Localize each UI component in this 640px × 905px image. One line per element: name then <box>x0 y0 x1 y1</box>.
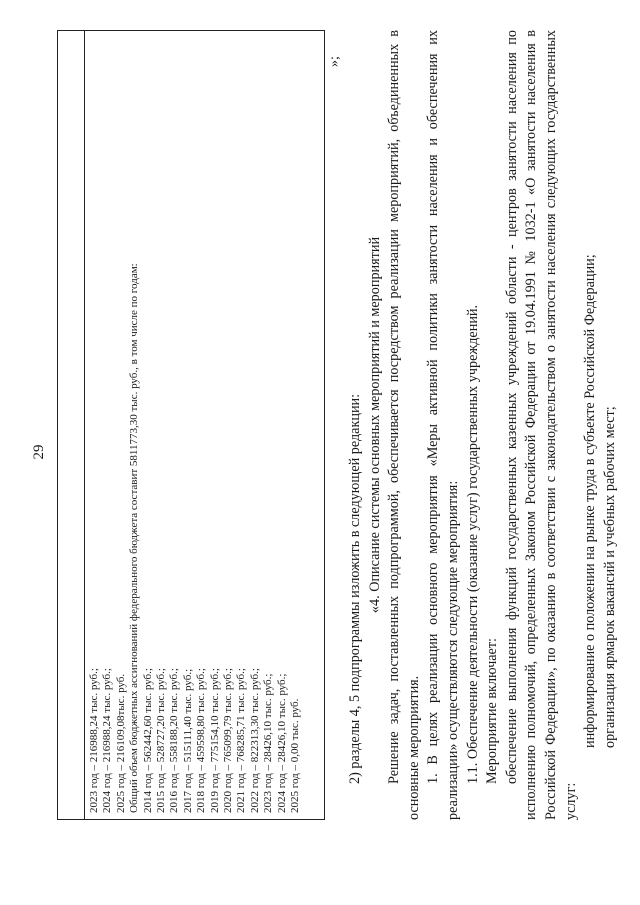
table-line: 2022 год – 822313,30 тыс. руб.; <box>248 668 261 813</box>
closing-quote: »; <box>327 56 342 67</box>
table-line: 2019 год – 775154,10 тыс. руб.; <box>208 668 221 813</box>
paragraph: 1. В целях реализации основного мероприятия «Меры активной политики занятости населения и обеспечения их реализации» осуществляются следующие мероприятия: <box>425 30 461 820</box>
amendment-intro: 2) разделы 4, 5 подпрограммы изложить в следующей редакции: <box>347 393 363 784</box>
table-line: 2025 год – 0,00 тыс. руб. <box>289 698 302 813</box>
table-line: Общий объем бюджетных ассигнований федерального бюджета составит 5811773,30 тыс. руб., в том числе по годам: <box>128 263 141 813</box>
paragraph: 1.1. Обеспечение деятельности (оказание услуг) государственных учреждений. <box>464 304 481 784</box>
paragraph: Решение задач, поставленных подпрограммой, обеспечивается посредством реализации мероприятий, объединенных в основные мероприятия. <box>386 30 422 820</box>
page-number: 29 <box>31 444 47 460</box>
funding-table <box>57 30 325 820</box>
table-line: 2023 год – 216988,24 тыс. руб.; <box>88 668 100 813</box>
table-line: 2020 год – 765099,79 тыс. руб.; <box>222 668 235 813</box>
paragraph: организация ярмарок вакансий и учебных рабочих мест; <box>601 406 618 748</box>
table-line: 2023 год – 28426,10 тыс. руб.; <box>262 673 275 813</box>
table-cell <box>88 33 303 813</box>
body-text <box>346 30 620 820</box>
paragraph: информирование о положении на рынке труда в субъекте Российской Федерации; <box>582 254 599 748</box>
table-line: 2016 год – 558188,20 тыс. руб.; <box>168 668 181 813</box>
table-line: 2018 год – 459598,80 тыс. руб.; <box>195 668 208 813</box>
table-line: 2017 год – 515111,40 тыс. руб.; <box>181 668 194 813</box>
table-line: 2015 год – 528727,20 тыс. руб.; <box>155 668 168 813</box>
table-divider <box>84 31 85 819</box>
table-line: 2024 год – 216988,24 тыс. руб.; <box>101 668 114 813</box>
paragraph: обеспечение выполнения функций государственных казенных учреждений области - центров занятости населения по исполнению полномочий, определенных Законом Российской Федерации от 19.04.1991 № 1032-1 «О занятости населения в Российской Федерации», по оказанию в соответствии с законодательством о занятости населения следующих государственных услуг: <box>503 30 579 820</box>
table-line: 2024 год – 28426,10 тыс. руб.; <box>275 673 288 813</box>
section-heading: «4. Описание системы основных мероприятий и мероприятий <box>366 236 383 614</box>
paragraph: Мероприятие включает: <box>484 638 501 784</box>
table-line: 2021 год – 768285,71 тыс. руб.; <box>235 668 248 813</box>
table-line: 2014 год – 562442,60 тыс. руб.; <box>141 668 154 813</box>
table-line: 2025 год – 216109,08тыс. руб. <box>114 673 127 813</box>
